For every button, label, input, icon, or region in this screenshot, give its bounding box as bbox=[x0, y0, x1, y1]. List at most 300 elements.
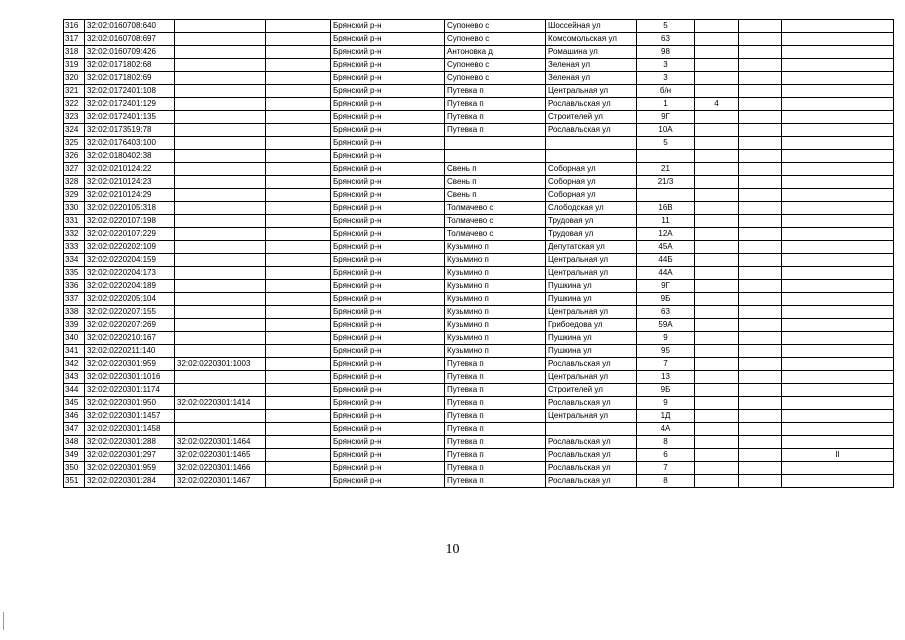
locality-cell: Путевка п bbox=[445, 410, 546, 423]
flat-number-cell bbox=[695, 293, 739, 306]
flat-number-cell bbox=[695, 384, 739, 397]
empty-cell bbox=[266, 306, 331, 319]
district-cell: Брянский р-н bbox=[331, 176, 445, 189]
flat-number-cell bbox=[695, 358, 739, 371]
table-row bbox=[64, 423, 894, 436]
cadastral-number-cell: 32:02:0220301:297 bbox=[85, 449, 175, 462]
note-cell bbox=[782, 397, 894, 410]
row-number-cell: 345 bbox=[64, 397, 85, 410]
note-cell bbox=[782, 306, 894, 319]
empty-cell bbox=[266, 137, 331, 150]
street-cell: Центральная ул bbox=[546, 410, 637, 423]
street-cell: Пушкина ул bbox=[546, 293, 637, 306]
note-cell bbox=[782, 163, 894, 176]
house-number-cell: 9 bbox=[637, 332, 695, 345]
district-cell: Брянский р-н bbox=[331, 475, 445, 488]
flat-number-cell bbox=[695, 449, 739, 462]
table-row bbox=[64, 176, 894, 189]
empty-cell bbox=[266, 163, 331, 176]
note-cell bbox=[782, 59, 894, 72]
table-row bbox=[64, 59, 894, 72]
street-cell: Пушкина ул bbox=[546, 280, 637, 293]
district-cell: Брянский р-н bbox=[331, 397, 445, 410]
house-number-cell: 9 bbox=[637, 397, 695, 410]
locality-cell: Путевка п bbox=[445, 436, 546, 449]
linked-cadastral-cell: 32:02:0220301:1466 bbox=[175, 462, 266, 475]
cadastral-number-cell: 32:02:0220204:173 bbox=[85, 267, 175, 280]
row-number-cell: 335 bbox=[64, 267, 85, 280]
house-number-cell: 7 bbox=[637, 358, 695, 371]
flat-number-cell bbox=[695, 423, 739, 436]
cadastral-number-cell: 32:02:0160708:697 bbox=[85, 33, 175, 46]
flat-number-cell bbox=[695, 176, 739, 189]
empty-cell bbox=[739, 371, 782, 384]
empty-cell bbox=[266, 241, 331, 254]
row-number-cell: 348 bbox=[64, 436, 85, 449]
linked-cadastral-cell bbox=[175, 254, 266, 267]
table-row bbox=[64, 189, 894, 202]
empty-cell bbox=[266, 85, 331, 98]
house-number-cell: 98 bbox=[637, 46, 695, 59]
row-number-cell: 319 bbox=[64, 59, 85, 72]
house-number-cell: 13 bbox=[637, 371, 695, 384]
linked-cadastral-cell bbox=[175, 319, 266, 332]
note-cell bbox=[782, 462, 894, 475]
flat-number-cell bbox=[695, 462, 739, 475]
empty-cell bbox=[266, 189, 331, 202]
locality-cell: Супонево с bbox=[445, 59, 546, 72]
empty-cell bbox=[266, 423, 331, 436]
table-row bbox=[64, 124, 894, 137]
cadastral-number-cell: 32:02:0220107:229 bbox=[85, 228, 175, 241]
locality-cell: Кузьмино п bbox=[445, 306, 546, 319]
empty-cell bbox=[739, 33, 782, 46]
empty-cell bbox=[739, 46, 782, 59]
locality-cell: Кузьмино п bbox=[445, 267, 546, 280]
table-row bbox=[64, 137, 894, 150]
note-cell bbox=[782, 410, 894, 423]
district-cell: Брянский р-н bbox=[331, 436, 445, 449]
locality-cell: Путевка п bbox=[445, 358, 546, 371]
district-cell: Брянский р-н bbox=[331, 384, 445, 397]
table-row bbox=[64, 241, 894, 254]
flat-number-cell bbox=[695, 20, 739, 33]
row-number-cell: 327 bbox=[64, 163, 85, 176]
linked-cadastral-cell bbox=[175, 280, 266, 293]
house-number-cell: 44А bbox=[637, 267, 695, 280]
note-cell bbox=[782, 319, 894, 332]
district-cell: Брянский р-н bbox=[331, 254, 445, 267]
row-number-cell: 324 bbox=[64, 124, 85, 137]
registry-table bbox=[63, 19, 894, 488]
note-cell bbox=[782, 85, 894, 98]
row-number-cell: 333 bbox=[64, 241, 85, 254]
linked-cadastral-cell bbox=[175, 85, 266, 98]
locality-cell: Путевка п bbox=[445, 397, 546, 410]
row-number-cell: 329 bbox=[64, 189, 85, 202]
empty-cell bbox=[266, 124, 331, 137]
empty-cell bbox=[739, 358, 782, 371]
house-number-cell: 3 bbox=[637, 72, 695, 85]
empty-cell bbox=[266, 410, 331, 423]
house-number-cell: 6 bbox=[637, 449, 695, 462]
empty-cell bbox=[739, 319, 782, 332]
row-number-cell: 350 bbox=[64, 462, 85, 475]
cadastral-number-cell: 32:02:0220107:198 bbox=[85, 215, 175, 228]
cadastral-number-cell: 32:02:0210124:22 bbox=[85, 163, 175, 176]
street-cell: Центральная ул bbox=[546, 267, 637, 280]
linked-cadastral-cell bbox=[175, 332, 266, 345]
note-cell bbox=[782, 254, 894, 267]
house-number-cell: 4А bbox=[637, 423, 695, 436]
table-row bbox=[64, 397, 894, 410]
cadastral-number-cell: 32:02:0171802:68 bbox=[85, 59, 175, 72]
empty-cell bbox=[266, 111, 331, 124]
empty-cell bbox=[266, 72, 331, 85]
row-number-cell: 343 bbox=[64, 371, 85, 384]
note-cell bbox=[782, 111, 894, 124]
table-row bbox=[64, 202, 894, 215]
table-row bbox=[64, 228, 894, 241]
note-cell bbox=[782, 267, 894, 280]
note-cell bbox=[782, 332, 894, 345]
street-cell: Рославльская ул bbox=[546, 98, 637, 111]
note-cell bbox=[782, 280, 894, 293]
cadastral-number-cell: 32:02:0220205:104 bbox=[85, 293, 175, 306]
district-cell: Брянский р-н bbox=[331, 319, 445, 332]
house-number-cell: 9Б bbox=[637, 384, 695, 397]
linked-cadastral-cell bbox=[175, 124, 266, 137]
table-row bbox=[64, 72, 894, 85]
house-number-cell: 45А bbox=[637, 241, 695, 254]
street-cell bbox=[546, 137, 637, 150]
row-number-cell: 318 bbox=[64, 46, 85, 59]
locality-cell: Кузьмино п bbox=[445, 332, 546, 345]
district-cell: Брянский р-н bbox=[331, 462, 445, 475]
row-number-cell: 323 bbox=[64, 111, 85, 124]
house-number-cell: 44Б bbox=[637, 254, 695, 267]
district-cell: Брянский р-н bbox=[331, 20, 445, 33]
linked-cadastral-cell bbox=[175, 137, 266, 150]
linked-cadastral-cell bbox=[175, 371, 266, 384]
linked-cadastral-cell bbox=[175, 20, 266, 33]
linked-cadastral-cell: 32:02:0220301:1467 bbox=[175, 475, 266, 488]
district-cell: Брянский р-н bbox=[331, 241, 445, 254]
empty-cell bbox=[739, 228, 782, 241]
flat-number-cell bbox=[695, 241, 739, 254]
flat-number-cell bbox=[695, 254, 739, 267]
street-cell: Шоссейная ул bbox=[546, 20, 637, 33]
empty-cell bbox=[739, 111, 782, 124]
empty-cell bbox=[266, 176, 331, 189]
house-number-cell: 7 bbox=[637, 462, 695, 475]
empty-cell bbox=[266, 371, 331, 384]
flat-number-cell bbox=[695, 345, 739, 358]
cadastral-number-cell: 32:02:0220301:959 bbox=[85, 462, 175, 475]
linked-cadastral-cell bbox=[175, 111, 266, 124]
empty-cell bbox=[739, 85, 782, 98]
street-cell: Слободская ул bbox=[546, 202, 637, 215]
table-row bbox=[64, 150, 894, 163]
linked-cadastral-cell bbox=[175, 241, 266, 254]
linked-cadastral-cell bbox=[175, 176, 266, 189]
district-cell: Брянский р-н bbox=[331, 85, 445, 98]
table-row bbox=[64, 371, 894, 384]
note-cell bbox=[782, 176, 894, 189]
empty-cell bbox=[739, 215, 782, 228]
table-row bbox=[64, 280, 894, 293]
flat-number-cell bbox=[695, 228, 739, 241]
row-number-cell: 334 bbox=[64, 254, 85, 267]
street-cell: Трудовая ул bbox=[546, 228, 637, 241]
table-row bbox=[64, 111, 894, 124]
empty-cell bbox=[266, 202, 331, 215]
district-cell: Брянский р-н bbox=[331, 449, 445, 462]
locality-cell: Путевка п bbox=[445, 475, 546, 488]
row-number-cell: 346 bbox=[64, 410, 85, 423]
linked-cadastral-cell bbox=[175, 267, 266, 280]
row-number-cell: 316 bbox=[64, 20, 85, 33]
flat-number-cell bbox=[695, 124, 739, 137]
row-number-cell: 342 bbox=[64, 358, 85, 371]
house-number-cell: 63 bbox=[637, 33, 695, 46]
house-number-cell: 9Г bbox=[637, 111, 695, 124]
note-cell bbox=[782, 371, 894, 384]
note-cell bbox=[782, 189, 894, 202]
linked-cadastral-cell bbox=[175, 98, 266, 111]
empty-cell bbox=[266, 33, 331, 46]
table-row bbox=[64, 267, 894, 280]
street-cell: Соборная ул bbox=[546, 163, 637, 176]
house-number-cell: 16В bbox=[637, 202, 695, 215]
empty-cell bbox=[739, 345, 782, 358]
district-cell: Брянский р-н bbox=[331, 72, 445, 85]
cadastral-number-cell: 32:02:0220301:950 bbox=[85, 397, 175, 410]
row-number-cell: 339 bbox=[64, 319, 85, 332]
district-cell: Брянский р-н bbox=[331, 59, 445, 72]
locality-cell: Супонево с bbox=[445, 33, 546, 46]
note-cell bbox=[782, 293, 894, 306]
empty-cell bbox=[739, 423, 782, 436]
empty-cell bbox=[739, 124, 782, 137]
street-cell: Зеленая ул bbox=[546, 59, 637, 72]
flat-number-cell bbox=[695, 319, 739, 332]
house-number-cell: 59А bbox=[637, 319, 695, 332]
note-cell bbox=[782, 137, 894, 150]
district-cell: Брянский р-н bbox=[331, 228, 445, 241]
district-cell: Брянский р-н bbox=[331, 267, 445, 280]
cadastral-number-cell: 32:02:0220301:1458 bbox=[85, 423, 175, 436]
flat-number-cell bbox=[695, 46, 739, 59]
table-row bbox=[64, 98, 894, 111]
empty-cell bbox=[266, 384, 331, 397]
note-cell bbox=[782, 124, 894, 137]
empty-cell bbox=[739, 293, 782, 306]
locality-cell bbox=[445, 150, 546, 163]
empty-cell bbox=[739, 332, 782, 345]
locality-cell bbox=[445, 137, 546, 150]
note-cell bbox=[782, 358, 894, 371]
table-row bbox=[64, 449, 894, 462]
flat-number-cell bbox=[695, 111, 739, 124]
empty-cell bbox=[739, 59, 782, 72]
row-number-cell: 340 bbox=[64, 332, 85, 345]
linked-cadastral-cell bbox=[175, 33, 266, 46]
table-row bbox=[64, 436, 894, 449]
table-row bbox=[64, 85, 894, 98]
street-cell: Трудовая ул bbox=[546, 215, 637, 228]
table-row bbox=[64, 384, 894, 397]
district-cell: Брянский р-н bbox=[331, 371, 445, 384]
linked-cadastral-cell: 32:02:0220301:1003 bbox=[175, 358, 266, 371]
cadastral-number-cell: 32:02:0172401:135 bbox=[85, 111, 175, 124]
flat-number-cell bbox=[695, 332, 739, 345]
row-number-cell: 331 bbox=[64, 215, 85, 228]
house-number-cell: 9Г bbox=[637, 280, 695, 293]
district-cell: Брянский р-н bbox=[331, 423, 445, 436]
house-number-cell: 5 bbox=[637, 20, 695, 33]
note-cell bbox=[782, 20, 894, 33]
district-cell: Брянский р-н bbox=[331, 202, 445, 215]
table-row bbox=[64, 46, 894, 59]
empty-cell bbox=[739, 449, 782, 462]
empty-cell bbox=[739, 436, 782, 449]
row-number-cell: 338 bbox=[64, 306, 85, 319]
empty-cell bbox=[266, 293, 331, 306]
table-row bbox=[64, 306, 894, 319]
cadastral-number-cell: 32:02:0210124:29 bbox=[85, 189, 175, 202]
table-row bbox=[64, 163, 894, 176]
district-cell: Брянский р-н bbox=[331, 410, 445, 423]
district-cell: Брянский р-н bbox=[331, 293, 445, 306]
district-cell: Брянский р-н bbox=[331, 280, 445, 293]
flat-number-cell bbox=[695, 85, 739, 98]
linked-cadastral-cell bbox=[175, 150, 266, 163]
row-number-cell: 325 bbox=[64, 137, 85, 150]
empty-cell bbox=[739, 267, 782, 280]
empty-cell bbox=[739, 137, 782, 150]
flat-number-cell bbox=[695, 267, 739, 280]
empty-cell bbox=[266, 267, 331, 280]
empty-cell bbox=[739, 410, 782, 423]
locality-cell: Путевка п bbox=[445, 98, 546, 111]
empty-cell bbox=[266, 46, 331, 59]
cadastral-number-cell: 32:02:0160709:426 bbox=[85, 46, 175, 59]
linked-cadastral-cell: 32:02:0220301:1464 bbox=[175, 436, 266, 449]
district-cell: Брянский р-н bbox=[331, 189, 445, 202]
street-cell: Комсомольская ул bbox=[546, 33, 637, 46]
linked-cadastral-cell bbox=[175, 189, 266, 202]
cadastral-number-cell: 32:02:0160708:640 bbox=[85, 20, 175, 33]
table-row bbox=[64, 33, 894, 46]
empty-cell bbox=[266, 98, 331, 111]
empty-cell bbox=[739, 176, 782, 189]
district-cell: Брянский р-н bbox=[331, 98, 445, 111]
cadastral-number-cell: 32:02:0220210:167 bbox=[85, 332, 175, 345]
row-number-cell: 347 bbox=[64, 423, 85, 436]
district-cell: Брянский р-н bbox=[331, 306, 445, 319]
locality-cell: Свень п bbox=[445, 189, 546, 202]
house-number-cell: 12А bbox=[637, 228, 695, 241]
flat-number-cell bbox=[695, 163, 739, 176]
empty-cell bbox=[739, 98, 782, 111]
flat-number-cell bbox=[695, 280, 739, 293]
cadastral-number-cell: 32:02:0220301:959 bbox=[85, 358, 175, 371]
row-number-cell: 336 bbox=[64, 280, 85, 293]
empty-cell bbox=[739, 241, 782, 254]
row-number-cell: 322 bbox=[64, 98, 85, 111]
district-cell: Брянский р-н bbox=[331, 46, 445, 59]
cadastral-number-cell: 32:02:0210124:23 bbox=[85, 176, 175, 189]
empty-cell bbox=[266, 254, 331, 267]
street-cell bbox=[546, 423, 637, 436]
table-row bbox=[64, 293, 894, 306]
row-number-cell: 317 bbox=[64, 33, 85, 46]
page-number: 10 bbox=[445, 542, 460, 557]
street-cell: Рославльская ул bbox=[546, 124, 637, 137]
row-number-cell: 330 bbox=[64, 202, 85, 215]
house-number-cell: 1Д bbox=[637, 410, 695, 423]
locality-cell: Кузьмино п bbox=[445, 345, 546, 358]
house-number-cell: б/н bbox=[637, 85, 695, 98]
flat-number-cell: 4 bbox=[695, 98, 739, 111]
linked-cadastral-cell bbox=[175, 423, 266, 436]
flat-number-cell bbox=[695, 215, 739, 228]
linked-cadastral-cell bbox=[175, 215, 266, 228]
cadastral-number-cell: 32:02:0220211:140 bbox=[85, 345, 175, 358]
table-row bbox=[64, 332, 894, 345]
street-cell: Рославльская ул bbox=[546, 397, 637, 410]
cadastral-number-cell: 32:02:0220301:1457 bbox=[85, 410, 175, 423]
street-cell: Строителей ул bbox=[546, 384, 637, 397]
house-number-cell: 3 bbox=[637, 59, 695, 72]
flat-number-cell bbox=[695, 72, 739, 85]
table-row bbox=[64, 20, 894, 33]
locality-cell: Кузьмино п bbox=[445, 254, 546, 267]
empty-cell bbox=[266, 59, 331, 72]
empty-cell bbox=[266, 228, 331, 241]
street-cell: Соборная ул bbox=[546, 176, 637, 189]
note-cell bbox=[782, 436, 894, 449]
district-cell: Брянский р-н bbox=[331, 332, 445, 345]
locality-cell: Путевка п bbox=[445, 384, 546, 397]
street-cell: Центральная ул bbox=[546, 306, 637, 319]
linked-cadastral-cell bbox=[175, 410, 266, 423]
district-cell: Брянский р-н bbox=[331, 150, 445, 163]
locality-cell: Путевка п bbox=[445, 111, 546, 124]
street-cell: Соборная ул bbox=[546, 189, 637, 202]
empty-cell bbox=[266, 319, 331, 332]
cadastral-number-cell: 32:02:0172401:108 bbox=[85, 85, 175, 98]
house-number-cell: 1 bbox=[637, 98, 695, 111]
empty-cell bbox=[739, 72, 782, 85]
district-cell: Брянский р-н bbox=[331, 124, 445, 137]
flat-number-cell bbox=[695, 137, 739, 150]
district-cell: Брянский р-н bbox=[331, 137, 445, 150]
empty-cell bbox=[266, 345, 331, 358]
flat-number-cell bbox=[695, 33, 739, 46]
note-cell bbox=[782, 241, 894, 254]
street-cell: Рославльская ул bbox=[546, 358, 637, 371]
row-number-cell: 344 bbox=[64, 384, 85, 397]
flat-number-cell bbox=[695, 371, 739, 384]
locality-cell: Путевка п bbox=[445, 371, 546, 384]
note-cell bbox=[782, 33, 894, 46]
street-cell: Рославльская ул bbox=[546, 436, 637, 449]
cadastral-number-cell: 32:02:0220301:1016 bbox=[85, 371, 175, 384]
table-row bbox=[64, 475, 894, 488]
district-cell: Брянский р-н bbox=[331, 111, 445, 124]
